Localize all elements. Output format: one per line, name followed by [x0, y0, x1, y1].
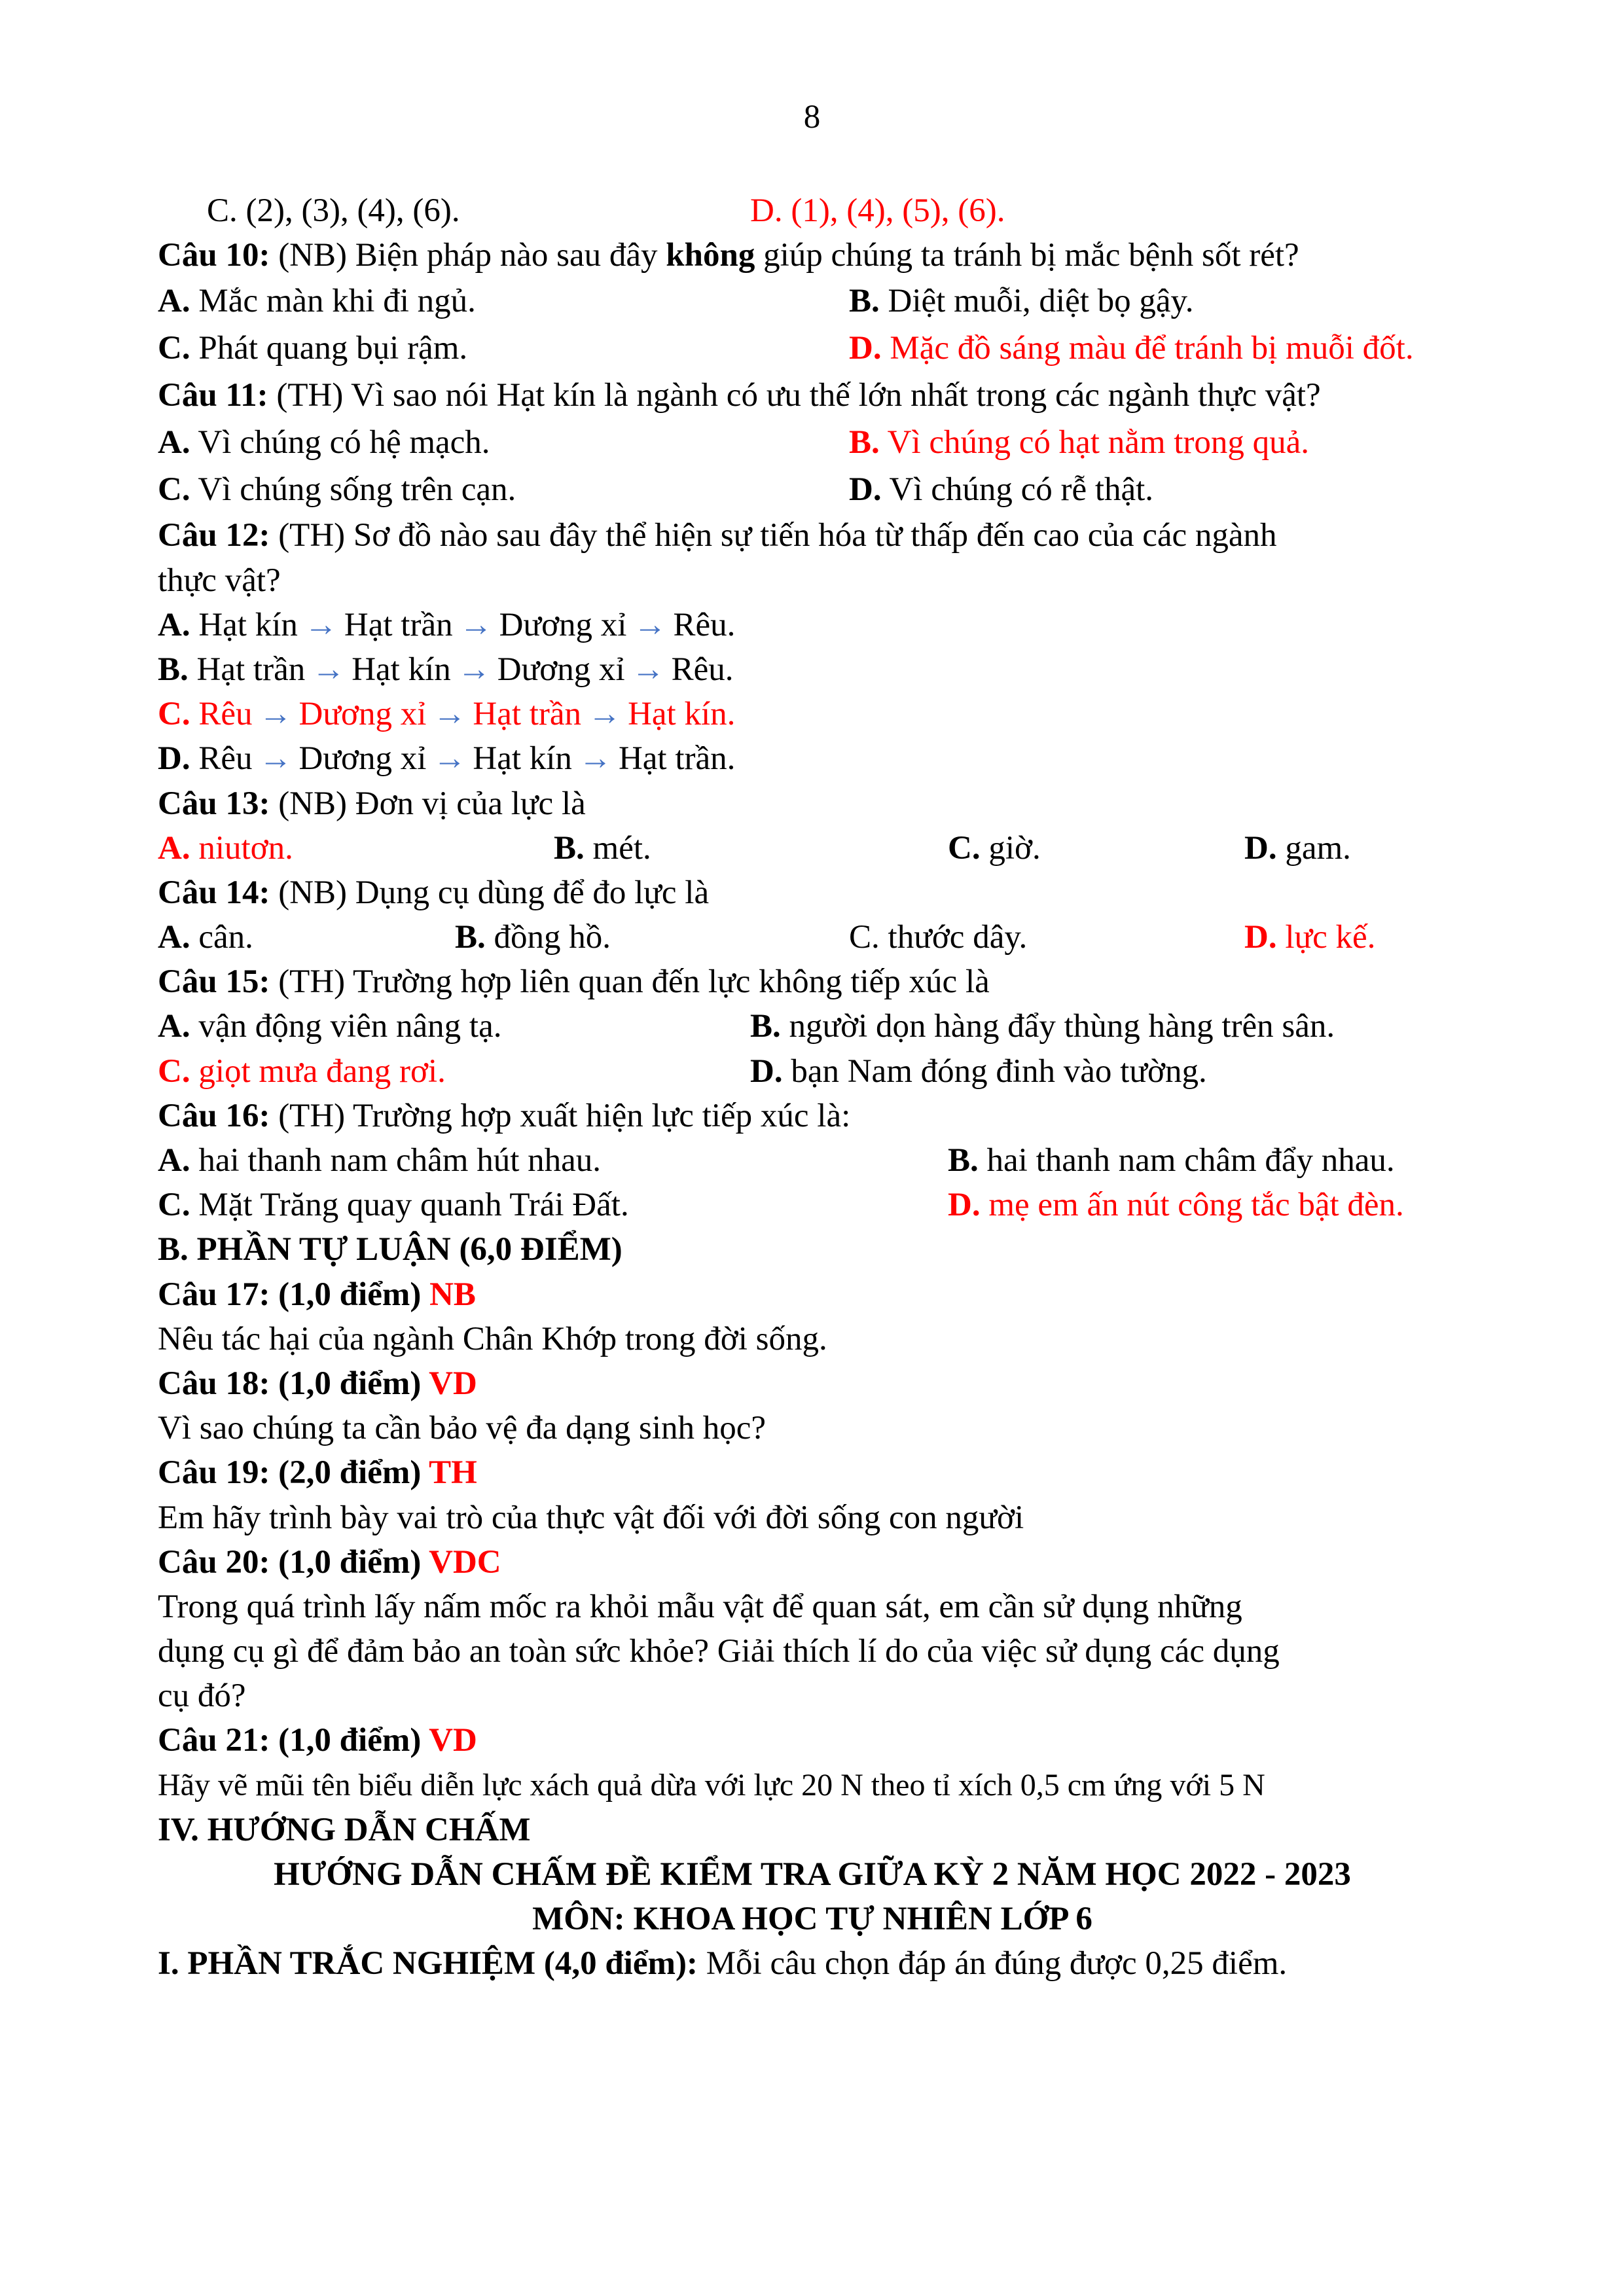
question-15 [158, 960, 1467, 1004]
text: Vì chúng có hạt nằm trong quả. [887, 424, 1310, 461]
question-19 [158, 1450, 1467, 1495]
option-a [158, 1138, 601, 1183]
text: mét. [592, 829, 651, 867]
q12-option-a [158, 603, 1467, 647]
text: D. [1244, 829, 1277, 867]
text: HƯỚNG DẪN CHẤM ĐỀ KIỂM TRA GIỮA KỲ 2 NĂM HỌC 2022 - 2023 [274, 1856, 1351, 1893]
level-badge: NB [429, 1276, 476, 1313]
text: A. [158, 829, 190, 867]
option-a-correct [158, 826, 293, 870]
text: người dọn hàng đẩy thùng hàng trên sân. [789, 1008, 1335, 1045]
option-c [948, 826, 1041, 870]
text: mẹ em ấn nút công tắc bật đèn. [988, 1187, 1404, 1224]
question-label: Câu 11: [158, 377, 268, 414]
text: A. [158, 424, 190, 461]
text: Câu 20: (1,0 điểm) [158, 1543, 429, 1581]
arrow-right-icon: → [433, 696, 467, 733]
emphasis: không [666, 237, 755, 274]
text: B. PHẦN TỰ LUẬN (6,0 ĐIỂM) [158, 1231, 623, 1268]
text: Hạt kín [198, 606, 298, 643]
text: lực kế. [1285, 919, 1376, 956]
question-label: Câu 14: [158, 874, 270, 911]
text: I. PHẦN TRẮC NGHIỆM (4,0 điểm): [158, 1945, 698, 1982]
q10-options-ab [158, 278, 1467, 325]
q11-options-ab [158, 419, 1467, 466]
text: Vì chúng sống trên cạn. [198, 471, 516, 509]
text: Hạt trần [344, 606, 453, 643]
text: C. [849, 919, 880, 956]
text: Hạt trần [196, 651, 306, 688]
text: Mặt Trăng quay quanh Trái Đất. [198, 1187, 629, 1224]
option-c-correct [158, 1049, 446, 1094]
text: A. [158, 283, 190, 320]
section-iv-heading [158, 1808, 1467, 1852]
text: D. [849, 330, 882, 367]
question-text: (TH) Sơ đồ nào sau đây thể hiện sự tiến hóa từ thấp đến cao của các ngành [270, 517, 1277, 554]
q12-option-b [158, 647, 1467, 692]
text: vận động viên nâng tạ. [198, 1008, 502, 1045]
question-18 [158, 1361, 1467, 1406]
text: hai thanh nam châm hút nhau. [198, 1142, 602, 1179]
text: Dương xỉ [298, 696, 427, 733]
text: C. [158, 330, 190, 367]
text: A. [158, 919, 190, 956]
level-badge: TH [429, 1454, 477, 1492]
q12-option-d [158, 736, 1467, 781]
arrow-right-icon: → [459, 606, 493, 643]
question-21-text: Hãy vẽ mũi tên biểu diễn lực xách quả dừa với lực 20 N theo tỉ xích 0,5 cm ứng với 5 N [158, 1767, 1265, 1803]
text: Diệt muỗi, diệt bọ gậy. [888, 283, 1194, 320]
text: bạn Nam đóng đinh vào tường. [791, 1052, 1207, 1090]
text: cân. [198, 919, 253, 956]
q15-options-ab [158, 1004, 1467, 1049]
text: B. [455, 919, 486, 956]
arrow-right-icon: → [312, 651, 346, 688]
text: Hạt trần [473, 696, 582, 733]
text: IV. HƯỚNG DẪN CHẤM [158, 1811, 531, 1848]
guide-title [158, 1852, 1467, 1897]
question-12 [158, 513, 1467, 558]
text: C. [948, 829, 981, 867]
text: C. [158, 471, 190, 509]
option-d-correct: D. (1), (4), (5), (6). [750, 192, 1005, 229]
level-badge: VD [429, 1722, 477, 1759]
text: A. [158, 1142, 190, 1179]
question-label: Câu 10: [158, 237, 270, 274]
text: Rêu. [673, 606, 736, 643]
q9-options [158, 188, 1467, 233]
text: D. [948, 1187, 981, 1224]
option-a [158, 915, 253, 960]
arrow-right-icon: → [631, 651, 665, 688]
text: giờ. [988, 829, 1041, 867]
question-text: (TH) Trường hợp liên quan đến lực không tiếp xúc là [270, 963, 990, 1001]
text: gam. [1285, 829, 1351, 867]
question-20-text: dụng cụ gì để đảm bảo an toàn sức khỏe? Giải thích lí do của việc sử dụng các dụng [158, 1633, 1280, 1670]
text: đồng hồ. [494, 919, 611, 956]
text: Hạt trần. [618, 740, 736, 778]
arrow-right-icon: → [259, 740, 293, 778]
option-d [1244, 826, 1351, 870]
option-c: C. (2), (3), (4), (6). [207, 192, 460, 229]
text: C. [158, 1187, 190, 1224]
text: B. [554, 829, 585, 867]
option-c [158, 1183, 629, 1227]
text: Dương xỉ [499, 606, 627, 643]
text: Câu 21: (1,0 điểm) [158, 1722, 429, 1759]
question-label: Câu 15: [158, 963, 270, 1001]
q14-options [158, 915, 1467, 960]
document-body [158, 188, 1467, 1986]
option-a [158, 419, 490, 466]
question-17 [158, 1272, 1467, 1317]
arrow-right-icon: → [633, 606, 667, 643]
arrow-right-icon: → [304, 606, 338, 643]
option-b [948, 1138, 1395, 1183]
level: (NB) [278, 237, 348, 274]
option-b [849, 278, 1193, 325]
text: Mắc màn khi đi ngủ. [198, 283, 476, 320]
option-b [750, 1004, 1335, 1049]
arrow-right-icon: → [578, 740, 612, 778]
text: B. [849, 283, 880, 320]
text: niutơn. [198, 829, 293, 867]
option-d-correct [948, 1183, 1404, 1227]
question-label: Câu 13: [158, 785, 270, 822]
q12-option-c-correct [158, 692, 1467, 736]
text: Rêu [198, 696, 253, 733]
option-d-correct [849, 325, 1414, 372]
text: hai thanh nam châm đẩy nhau. [986, 1142, 1395, 1179]
text: D. [849, 471, 882, 509]
question-19-text: Em hãy trình bày vai trò của thực vật đối với đời sống con người [158, 1499, 1024, 1536]
q13-options [158, 826, 1467, 870]
option-b-correct [849, 419, 1309, 466]
question-20-text: cụ đó? [158, 1677, 246, 1715]
part-b-heading [158, 1227, 1467, 1272]
question-10 [158, 233, 1467, 278]
text: B. [750, 1008, 781, 1045]
part-i-heading [158, 1941, 1467, 1986]
text: C. [158, 1052, 190, 1090]
text: C. [158, 696, 190, 733]
text: Rêu. [671, 651, 734, 688]
question-label: Câu 16: [158, 1097, 270, 1134]
text: Câu 17: (1,0 điểm) [158, 1276, 430, 1313]
arrow-right-icon: → [433, 740, 467, 778]
q11-options-cd [158, 466, 1467, 513]
text: A. [158, 606, 190, 643]
question-text: giúp chúng ta tránh bị mắc bệnh sốt rét? [755, 237, 1299, 274]
question-14 [158, 870, 1467, 915]
text: Hạt kín [352, 651, 451, 688]
guide-subject [158, 1897, 1467, 1941]
q16-options-ab [158, 1138, 1467, 1183]
question-13 [158, 781, 1467, 826]
question-18-text: Vì sao chúng ta cần bảo vệ đa dạng sinh học? [158, 1410, 767, 1447]
arrow-right-icon: → [259, 696, 293, 733]
text: Hạt kín [473, 740, 572, 778]
text: Hạt kín. [628, 696, 736, 733]
question-20-text: Trong quá trình lấy nấm mốc ra khỏi mẫu vật để quan sát, em cần sử dụng những [158, 1588, 1242, 1625]
text: Dương xỉ [298, 740, 427, 778]
question-text: (TH) Trường hợp xuất hiện lực tiếp xúc là: [270, 1097, 851, 1134]
arrow-right-icon: → [588, 696, 622, 733]
text: B. [948, 1142, 979, 1179]
text: thước dây. [888, 919, 1028, 956]
question-20 [158, 1540, 1467, 1585]
option-c [158, 325, 467, 372]
option-c [849, 915, 1027, 960]
option-d [750, 1049, 1207, 1094]
text: giọt mưa đang rơi. [198, 1052, 446, 1090]
option-d-correct [1244, 915, 1375, 960]
option-b [455, 915, 611, 960]
text: Dương xỉ [497, 651, 625, 688]
text: B. [158, 651, 189, 688]
text: D. [158, 740, 190, 778]
text: Vì chúng có hệ mạch. [198, 424, 490, 461]
question-11 [158, 372, 1467, 419]
q16-options-cd [158, 1183, 1467, 1227]
text: MÔN: KHOA HỌC TỰ NHIÊN LỚP 6 [532, 1901, 1092, 1938]
text: A. [158, 1008, 190, 1045]
option-c [158, 466, 516, 513]
question-text: Biện pháp nào sau đây [347, 237, 666, 274]
q10-options-cd [158, 325, 1467, 372]
text: D. [1244, 919, 1277, 956]
option-d [849, 466, 1153, 513]
text: Phát quang bụi rậm. [198, 330, 468, 367]
text: B. [849, 424, 880, 461]
question-text: (TH) Vì sao nói Hạt kín là ngành có ưu thế lớn nhất trong các ngành thực vật? [268, 377, 1321, 414]
text: Mặc đồ sáng màu để tránh bị muỗi đốt. [890, 330, 1414, 367]
level-badge: VDC [429, 1543, 501, 1581]
level-badge: VD [429, 1365, 477, 1402]
page-number: 8 [803, 99, 821, 135]
question-17-text: Nêu tác hại của ngành Chân Khớp trong đời sống. [158, 1320, 827, 1357]
text: Mỗi câu chọn đáp án đúng được 0,25 điểm. [697, 1945, 1288, 1982]
text: Rêu [198, 740, 253, 778]
text: Câu 19: (2,0 điểm) [158, 1454, 429, 1492]
question-text: (NB) Đơn vị của lực là [270, 785, 586, 822]
arrow-right-icon: → [457, 651, 491, 688]
question-text: (NB) Dụng cụ dùng để đo lực là [270, 874, 710, 911]
question-16 [158, 1094, 1467, 1138]
text: Vì chúng có rễ thật. [889, 471, 1154, 509]
question-21 [158, 1718, 1467, 1763]
option-a [158, 1004, 501, 1049]
q15-options-cd [158, 1049, 1467, 1094]
question-label: Câu 12: [158, 517, 270, 554]
text: D. [750, 1052, 783, 1090]
option-a [158, 278, 476, 325]
option-b [554, 826, 651, 870]
question-12-cont: thực vật? [158, 562, 281, 599]
text: Câu 18: (1,0 điểm) [158, 1365, 429, 1402]
